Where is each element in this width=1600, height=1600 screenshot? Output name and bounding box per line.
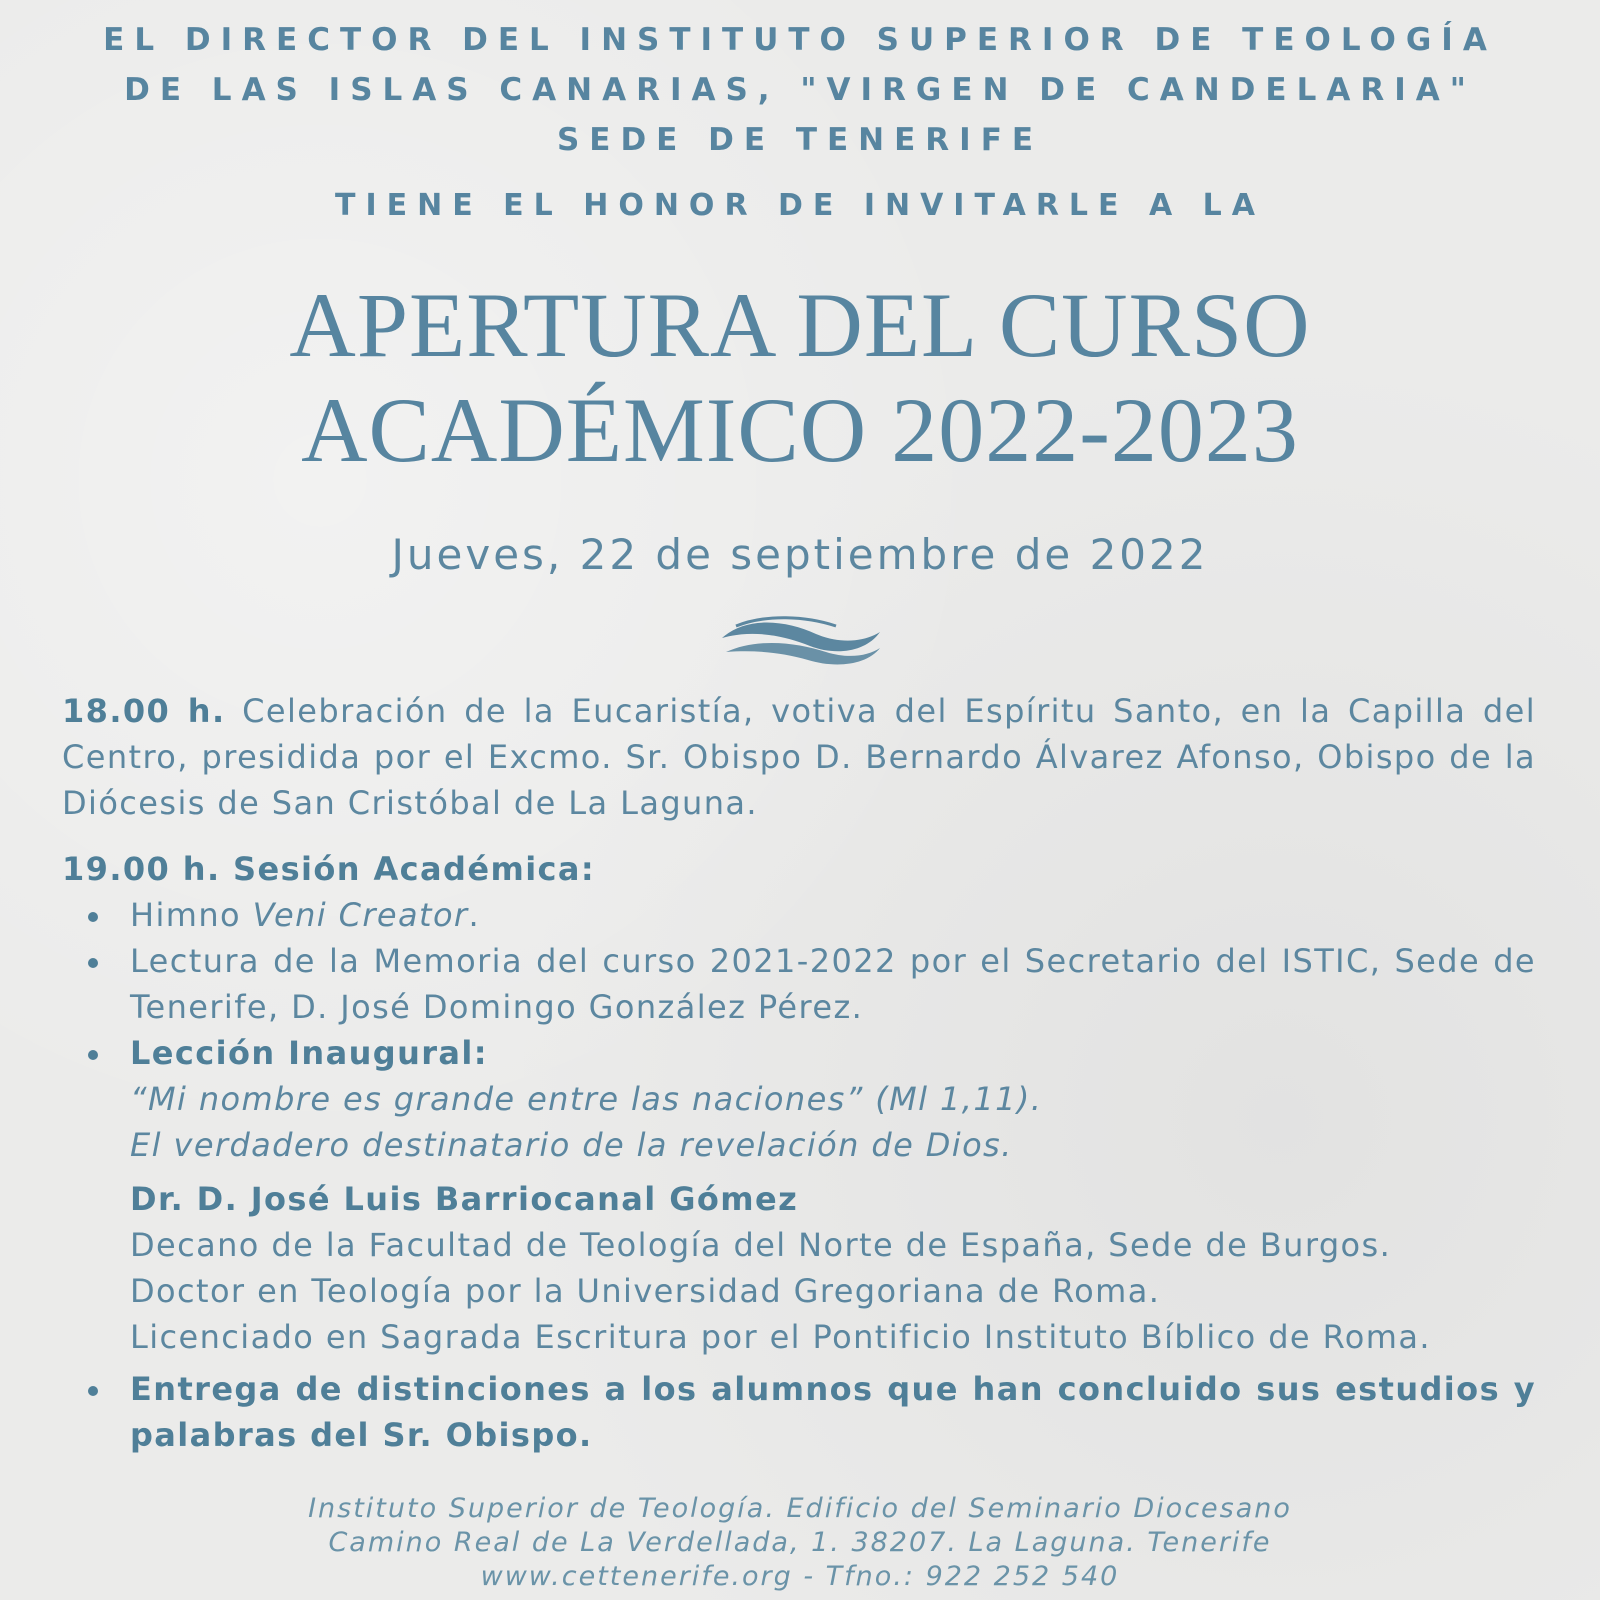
speaker-role-1: Decano de la Facultad de Teología del Norte de España, Sede de Burgos.: [130, 1226, 1392, 1264]
speaker-name: Dr. D. José Luis Barriocanal Gómez: [130, 1180, 799, 1218]
item-1800-text: Celebración de la Eucaristía, votiva del Espíritu Santo, en la Capilla del Centro, presidida por el Excmo. Sr. Obispo D. Bernardo Álvarez Afonso, Obispo de la Diócesis de San Cristóbal de La Laguna.: [62, 692, 1537, 822]
schedule-item-1800: [62, 688, 1536, 826]
footer-contact: www.cettenerife.org - Tfno.: 922 252 540: [480, 1561, 1120, 1592]
lecture-heading: Lección Inaugural:: [130, 1034, 488, 1072]
header-line-2: DE LAS ISLAS CANARIAS, "VIRGEN DE CANDELARIA": [124, 72, 1476, 108]
list-item: [62, 892, 1536, 938]
list-item: [62, 1030, 1536, 1360]
list-item: [62, 1366, 1536, 1458]
title-line-1: APERTURA DEL CURSO: [289, 274, 1311, 376]
footer-address-1: Instituto Superior de Teología. Edificio del Seminario Diocesano: [308, 1493, 1292, 1524]
header-line-1: EL DIRECTOR DEL INSTITUTO SUPERIOR DE TEOLOGÍA: [103, 22, 1497, 58]
hymn-prefix: Himno: [130, 896, 253, 934]
list-item: [62, 938, 1536, 1030]
awards-text: Entrega de distinciones a los alumnos que han concluido sus estudios y palabras del Sr. Obispo.: [130, 1370, 1536, 1454]
time-1900-heading: 19.00 h. Sesión Académica:: [62, 850, 596, 888]
lecture-title-2: El verdadero destinatario de la revelación de Dios.: [130, 1126, 1013, 1164]
bullet-icon: [88, 958, 98, 968]
invite-line: TIENE EL HONOR DE INVITARLE A LA: [335, 188, 1265, 223]
hymn-suffix: .: [468, 896, 481, 934]
footer-address-2: Camino Real de La Verdellada, 1. 38207. La Laguna. Tenerife: [328, 1527, 1272, 1558]
memoria-text: Lectura de la Memoria del curso 2021-2022 por el Secretario del ISTIC, Sede de Tenerife, D. José Domingo González Pérez.: [130, 942, 1536, 1026]
bullet-icon: [88, 1386, 98, 1396]
lecture-title-1: “Mi nombre es grande entre las naciones” (Ml 1,11).: [130, 1080, 1043, 1118]
title-line-2: ACADÉMICO 2022-2023: [301, 379, 1299, 481]
hymn-name: Veni Creator: [252, 896, 469, 934]
bullet-icon: [88, 1050, 98, 1060]
speaker-role-3: Licenciado en Sagrada Escritura por el Pontificio Instituto Bíblico de Roma.: [130, 1318, 1431, 1356]
speaker-role-2: Doctor en Teología por la Universidad Gregoriana de Roma.: [130, 1272, 1161, 1310]
header-line-3: SEDE DE TENERIFE: [556, 122, 1044, 158]
bullet-icon: [88, 912, 98, 922]
time-1800: 18.00 h.: [62, 692, 226, 730]
event-date: Jueves, 22 de septiembre de 2022: [391, 530, 1209, 579]
wave-ornament-icon: [716, 612, 884, 672]
schedule-item-1900: [62, 846, 1536, 1458]
